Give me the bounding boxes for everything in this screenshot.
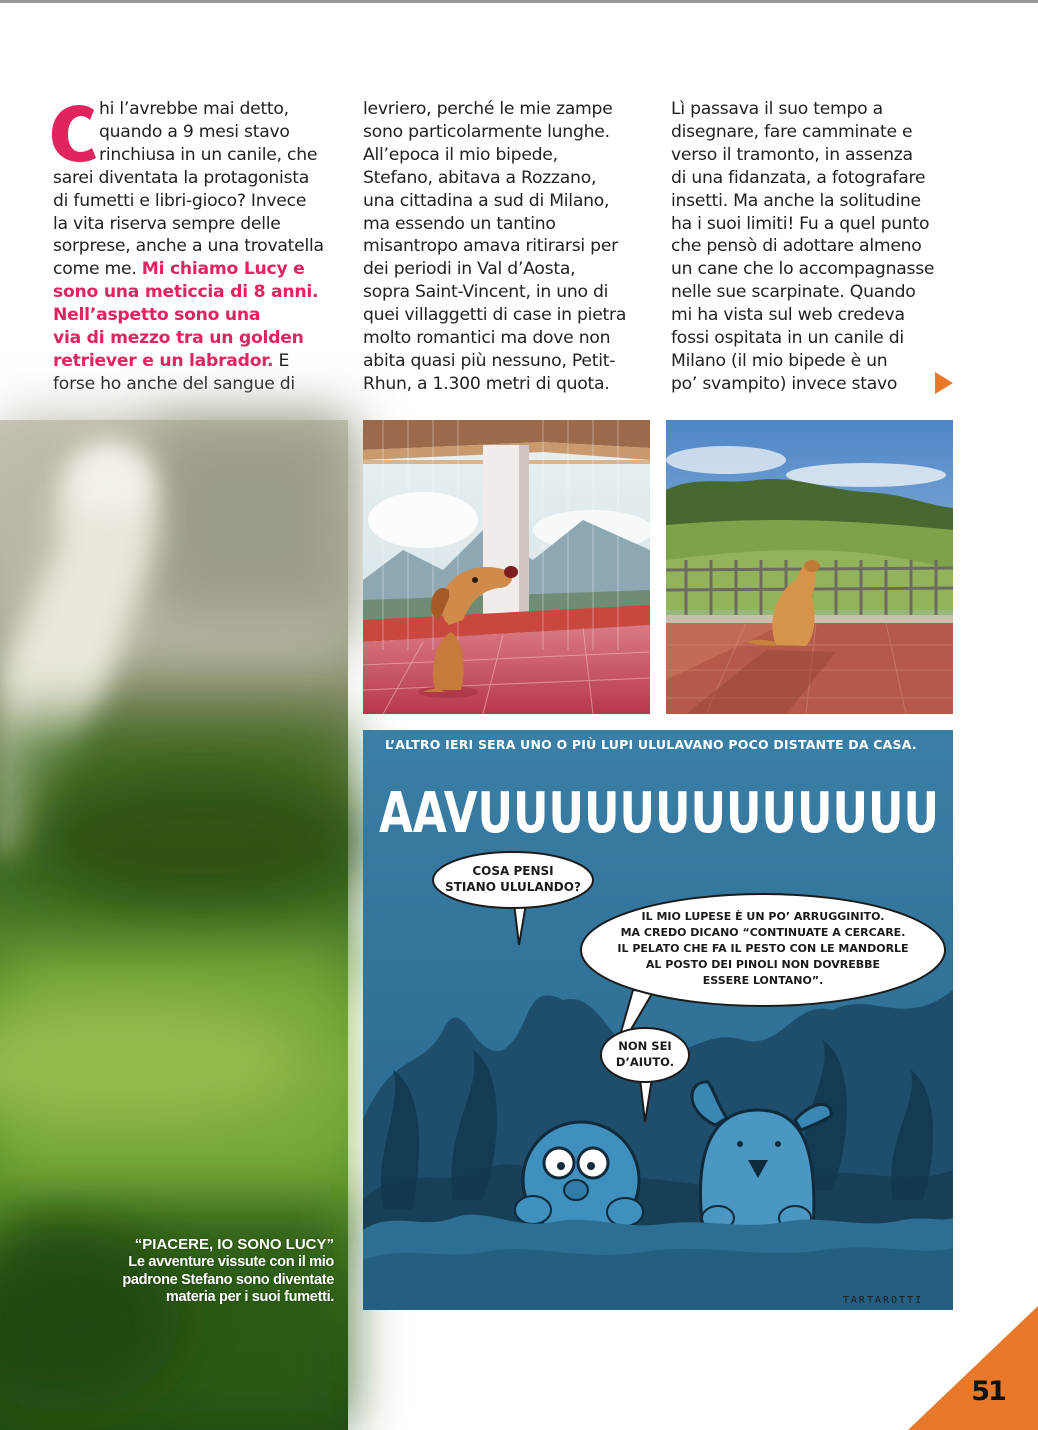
highlight-text: Mi chiamo Lucy e	[141, 259, 305, 280]
article-column-1	[53, 98, 343, 396]
text-line: una cittadina a sud di Milano,	[363, 190, 610, 211]
text-plain: E	[273, 350, 290, 371]
text-line: sarei diventata la protagonista	[53, 167, 310, 188]
text-line: rinchiusa in un canile, che	[99, 144, 318, 165]
text-line: quando a 9 mesi stavo	[99, 121, 290, 142]
text-line: che pensò di adottare almeno	[671, 236, 922, 257]
caption-line: materia per i suoi fumetti.	[165, 1289, 334, 1306]
bubble1-line: STIANO ULULANDO?	[445, 880, 581, 894]
bubble3-line: D’AIUTO.	[615, 1055, 675, 1069]
cartoon-dog-art	[363, 420, 650, 714]
cartoon-dog-illustration	[363, 420, 650, 714]
bubble2-line: IL MIO LUPESE È UN PO’ ARRUGGINITO.	[641, 910, 885, 923]
text-line: sopra Saint-Vincent, in uno di	[363, 282, 609, 303]
comic-signature: TARTAROTTI	[842, 1295, 924, 1306]
text-line: verso il tramonto, in assenza	[671, 144, 913, 165]
text-line: misantropo amava ritirarsi per	[363, 236, 618, 257]
text-line	[53, 350, 343, 373]
highlight-text: retriever e un labrador.	[53, 350, 274, 371]
bubble2-line: IL PELATO CHE FA IL PESTO CON LE MANDORLE	[617, 942, 909, 955]
top-rule	[0, 0, 1038, 3]
text-line: abita quasi più nessuno, Petit-	[363, 350, 616, 371]
text-line: Rhun, a 1.300 metri di quota.	[363, 373, 610, 394]
caption-line: Le avventure vissute con il mio	[128, 1253, 334, 1270]
highlight-text: Nell’aspetto sono una	[53, 305, 261, 326]
text-line: All’epoca il mio bipede,	[363, 144, 558, 165]
highlight-text: via di mezzo tra un golden	[53, 328, 304, 349]
text-line: Milano (il mio bipede è un	[671, 350, 888, 371]
photo-caption	[4, 1236, 334, 1307]
page-corner-triangle	[908, 1306, 1038, 1430]
text-line: la vita riserva sempre delle	[53, 213, 281, 234]
text-line: di una fidanzata, a fotografare	[671, 167, 926, 188]
text-line: ma essendo un tantino	[363, 213, 556, 234]
bubble2-line: AL POSTO DEI PINOLI NON DOVREBBE	[645, 958, 881, 971]
comic-howl: AAVUUUUUUUUUUUUU	[379, 781, 939, 846]
text-line: sorprese, anche a una trovatella	[53, 236, 324, 257]
text-line: nelle sue scarpinate. Quando	[671, 282, 916, 303]
text-line: dei periodi in Val d’Aosta,	[363, 259, 576, 280]
comic-header: L’ALTRO IERI SERA UNO O PIÙ LUPI ULULAVANO POCO DISTANTE DA CASA.	[385, 737, 917, 752]
dog-terrace-art	[666, 420, 953, 714]
bubble2-line: ESSERE LONTANO”.	[702, 974, 824, 987]
caption-line: padrone Stefano sono diventate	[122, 1271, 334, 1288]
text-line: forse ho anche del sangue di	[53, 373, 295, 394]
article-column-3	[671, 98, 961, 396]
dog-terrace-photo	[666, 420, 953, 714]
text-line: hi l’avrebbe mai detto,	[99, 99, 289, 119]
highlight-text: sono una meticcia di 8 anni.	[53, 282, 319, 303]
text-line: mi ha vista sul web credeva	[671, 305, 905, 326]
text-line: disegnare, fare camminate e	[671, 121, 913, 142]
page-number: 51	[971, 1376, 1005, 1407]
lucy-photo	[0, 420, 348, 1430]
text-line: Lì passava il suo tempo a	[671, 99, 883, 119]
bubble3-line: NON SEI	[618, 1039, 672, 1053]
bubble2-line: MA CREDO DICANO “CONTINUATE A CERCARE.	[620, 926, 906, 939]
text-line: sono particolarmente lunghe.	[363, 121, 610, 142]
text-line	[53, 258, 343, 281]
comic-art	[363, 730, 953, 1310]
text-plain: come me.	[53, 259, 142, 280]
bubble1-line: COSA PENSI	[472, 864, 554, 878]
comic-panel	[363, 730, 953, 1310]
text-line: levriero, perché le mie zampe	[363, 99, 613, 119]
text-line: di fumetti e libri-gioco? Invece	[53, 190, 307, 211]
text-line: insetti. Ma anche la solitudine	[671, 190, 921, 211]
text-line: quei villaggetti di case in pietra	[363, 305, 627, 326]
caption-title: “PIACERE, IO SONO LUCY”	[134, 1236, 334, 1253]
text-line: ha i suoi limiti! Fu a quel punto	[671, 213, 930, 234]
article-column-2	[363, 98, 653, 396]
text-line: fossi ospitata in un canile di	[671, 328, 904, 349]
triangle-right-icon[interactable]	[935, 372, 953, 394]
text-line: molto romantici ma dove non	[363, 328, 611, 349]
text-line: po’ svampito) invece stavo	[671, 373, 898, 394]
text-line: Stefano, abitava a Rozzano,	[363, 167, 597, 188]
text-line: un cane che lo accompagnasse	[671, 259, 935, 280]
